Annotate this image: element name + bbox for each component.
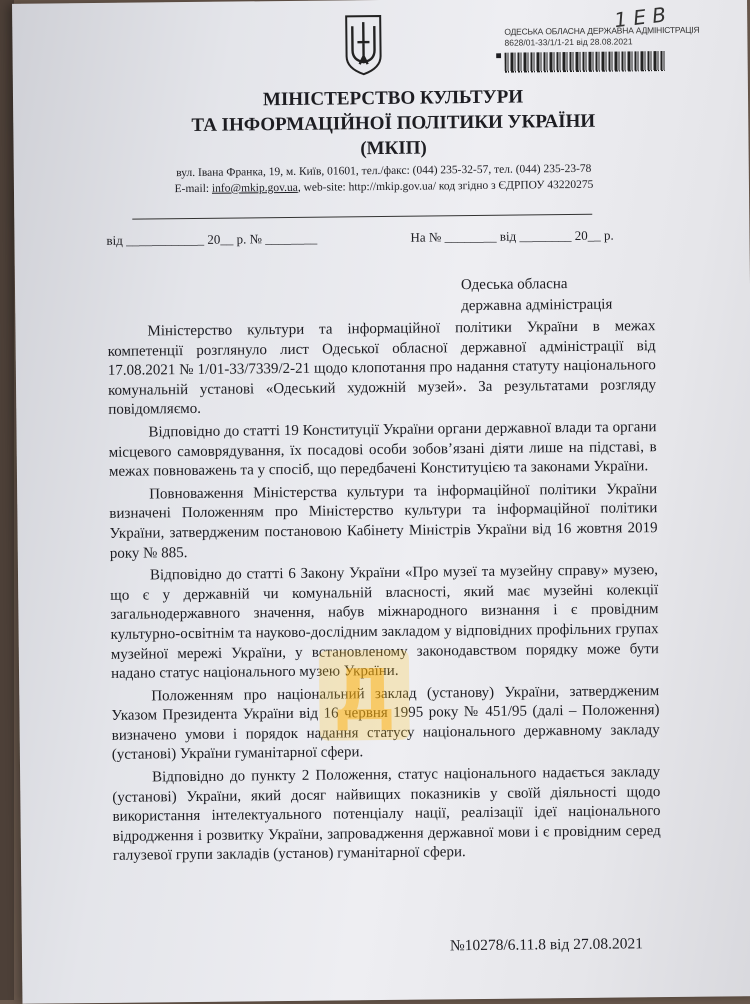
paragraph-6: Відповідно до пункту 2 Положення, статус національного надається закладу (установі) України, який досяг найвищих показників у своїй діяльності щодо використання інтелектуального потенціалу нації, реалізації ідеї національного відродження і розвитку України, запровадження державної мови і є провідним серед галузевої групи закладів (установ) гуманітарної сфери. bbox=[112, 764, 661, 865]
letterhead-contacts bbox=[124, 160, 644, 197]
stamp-number: 8628/01-33/1/1-21 від 28.08.2021 bbox=[504, 36, 633, 48]
coat-of-arms-icon bbox=[342, 12, 385, 76]
ministry-name-line2: ТА ІНФОРМАЦІЙНОЇ ПОЛІТИКИ УКРАЇНИ bbox=[191, 110, 596, 136]
letterhead-title bbox=[173, 84, 614, 164]
outgoing-ref: від ____________ 20__ р. № ________ bbox=[106, 230, 318, 248]
paragraph-3: Повноваження Міністерства культури та інформаційної політики України визначені Положенням про Міністерство культури та інформаційної політики України, затвердженим постановою Кабінету Міністрів України від 16 жовтня 2019 року № 885. bbox=[109, 480, 658, 562]
paragraph-1: Міністерство культури та інформаційної політики України в межах компетенції розглянуло лист Одеської обласної державної адміністрації від 17.08.2021 № 1/01-33/7339/2-21 щодо клопотання про надання статуту національного комунальній установі «Одеський художній музей». За результатами розгляду повідомляємо. bbox=[107, 318, 657, 419]
stamp-org: ОДЕСЬКА ОБЛАСНА ДЕРЖАВНА АДМІНІСТРАЦІЯ bbox=[504, 24, 700, 37]
addressee-line1: Одеська обласна bbox=[460, 276, 568, 294]
email-link[interactable]: info@mkip.gov.ua bbox=[211, 181, 298, 195]
website-line: , web-site: http://mkip.gov.ua/ код згідно з ЄДРПОУ 43220275 bbox=[297, 178, 594, 194]
addressee bbox=[461, 274, 613, 318]
ministry-name-line1: МІНІСТЕРСТВО КУЛЬТУРИ bbox=[262, 86, 524, 111]
addressee-line2: державна адміністрація bbox=[461, 296, 613, 315]
letter-page: 1 Е В ■ ОДЕСЬКА ОБЛАСНА ДЕРЖАВНА АДМІНІСТРАЦІЯ 8628/01-33/1/1-21 від 28.08.2021 МІНІСТЕРСТВО КУЛЬТУРИ ТА ІНФОРМАЦІЙНОЇ ПОЛІТИКИ УКРАЇНИ (МКІП) вул. Івана Франка, 19, м. Київ, 01601, тел./факс: (044) 235-32-57, тел. (044) 235-23-78 E-mail: info@mkip.gov.ua, web-site: http://mkip.gov.ua/ код згідно з ЄДРПОУ 43220275 від ____________ 20__ р. № ________ На № ________ від ________ 20__ р. Одеська обласна державна адміністрація Міністерство культури та інформаційної політики України в межах компетенції розглянуло лист Одеської обласної державної адміністрації від 17.08.2021 № 1/01-33/7339/2-21 щодо клопотання про надання статуту національного комунальній установі «Одеський художній музей». За результатами розгляду повідомляємо. Відповідно до статті 19 Конституції України органи державної влади та органи місцевого самоврядування, їх посадові особи зобов’язані діяти лише на підставі, в межах повноважень та у спосіб, що передбачені Конституцією та законами України. Повноваження Міністерства культури та інформаційної політики України визначені Положенням про Міністерство культури та інформаційної політики України, затвердженим постановою Кабінету Міністрів України від 16 жовтня 2019 року № 885. Відповідно до статті 6 Закону України «Про музеї та музейну справу» музею, що є у державній чи комунальній власності, який має музейні колекції загальнодержавного значення, набув міжнародного визнання і є провідним культурно-освітнім та науково-дослідним закладом у відповідних профільних групах музейної мережі України, у встановленому законодавством порядку може бути надано статус національного музею України. Положенням про національний заклад (установу) України, затвердженим Указом Президента України від 16 червня 1995 року № 451/95 (далі – Положення) визначено умови і порядок надання статусу національного державному закладу (установі) України гуманітарної сфери. Відповідно до пункту 2 Положення, статус національного надається закладу (установі) України, який досяг найвищих показників у своїй діяльності щодо використання інтелектуального потенціалу нації, реалізації ідеї національного відродження і розвитку України, запровадження державної мови і є провідним серед галузевої групи закладів (установ) гуманітарної сфери. Д №10278/6.11.8 від 27.08.2021 bbox=[12, 0, 750, 1004]
registration-number: №10278/6.11.8 від 27.08.2021 bbox=[449, 935, 644, 955]
address-line: вул. Івана Франка, 19, м. Київ, 01601, тел./факс: (044) 235-32-57, тел. (044) 235-23-78 bbox=[176, 162, 592, 180]
paragraph-5: Положенням про національний заклад (установу) України, затвердженим Указом Президента України від 16 червня 1995 року № 451/95 (далі – Положення) визначено умови і порядок надання статусу національного державному закладу (установі) України гуманітарної сфери. bbox=[111, 682, 660, 764]
paragraph-2: Відповідно до статті 19 Конституції України органи державної влади та органи місцевого самоврядування, їх посадові особи зобов’язані діяти лише на підставі, в межах повноважень та у спосіб, що передбачені Конституцією та законами України. bbox=[108, 419, 657, 481]
barcode bbox=[505, 51, 665, 73]
paragraph-4: Відповідно до статті 6 Закону України «Про музеї та музейну справу» музею, що є у державній чи комунальній власності, який має музейні колекції загальнодержавного значення, набув міжнародного визнання і є провідним культурно-освітнім та науково-дослідним закладом у відповідних профільних групах музейної мережі України, у встановленому законодавством порядку може бути надано статус національного музею України. bbox=[110, 562, 659, 682]
incoming-ref: На № ________ від ________ 20__ р. bbox=[410, 227, 614, 245]
letter-body bbox=[107, 317, 661, 870]
registration-stamp bbox=[504, 25, 704, 73]
ministry-abbr: (МКІП) bbox=[360, 137, 427, 160]
email-label: E-mail: bbox=[174, 182, 210, 196]
divider bbox=[132, 214, 592, 220]
handwritten-note: 1 Е В bbox=[612, 2, 668, 33]
watermark-logo: Д bbox=[319, 650, 410, 741]
background-desk bbox=[0, 0, 14, 1000]
